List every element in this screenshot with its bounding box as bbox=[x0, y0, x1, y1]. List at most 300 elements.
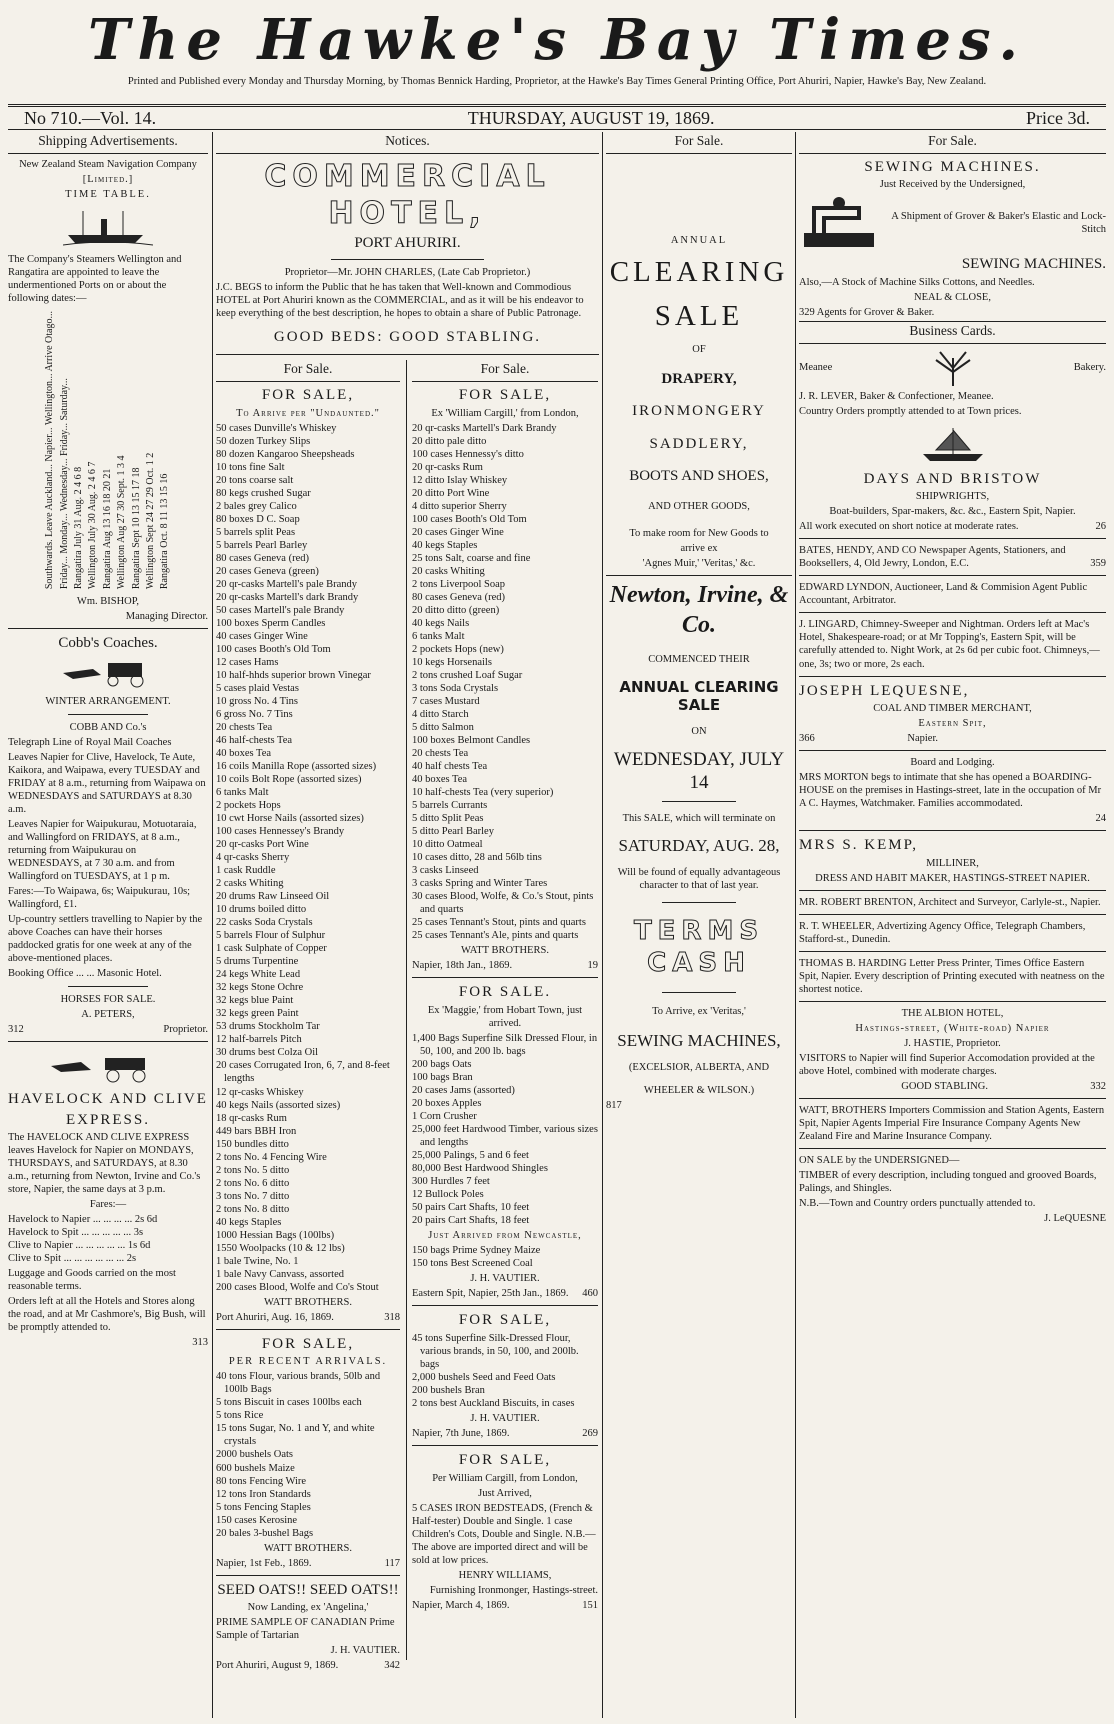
item-line: 3 tons No. 7 ditto bbox=[216, 1190, 290, 1202]
item-line: 20 qr-casks Martell's dark Brandy bbox=[216, 591, 359, 603]
nb-note: N.B.—Town and Country orders punctually attended to. bbox=[799, 1198, 1036, 1210]
sale-title: FOR SALE, bbox=[458, 1312, 552, 1329]
neal-close: NEAL & CLOSE, bbox=[914, 291, 991, 303]
item-line: 100 cases Booth's Old Tom bbox=[412, 513, 527, 525]
room-note: To make room for New Goods to bbox=[629, 528, 769, 540]
section-header: For Sale. bbox=[216, 360, 400, 382]
item-line: 2 tons Liverpool Soap bbox=[412, 578, 506, 590]
item-line: 5 cases plaid Vestas bbox=[216, 683, 299, 695]
timetable-grid bbox=[8, 311, 208, 589]
column-rule bbox=[602, 132, 603, 1718]
column-clearing-sale bbox=[606, 132, 792, 1718]
timetable-heading: TIME TABLE. bbox=[65, 188, 151, 200]
item-line: 10 cwt Horse Nails (assorted sizes) bbox=[216, 813, 364, 825]
machine-brands-2: WHEELER & WILSON.) bbox=[643, 1084, 755, 1096]
item-line: 20 cases Ginger Wine bbox=[412, 526, 504, 538]
issue-date: THURSDAY, AUGUST 19, 1869. bbox=[467, 107, 715, 128]
imprint-line: Printed and Published every Monday and Thursday Morning, by Thomas Bennick Harding, Proprietor, at the Hawke's Bay Times General Printing Office, Port Ahuriri, Napier, Hawke's Bay, New Zealand. bbox=[127, 76, 987, 87]
allwork-note: All work executed on short notice at moderate rates. bbox=[799, 521, 1019, 533]
item-line: 600 bushels Maize bbox=[216, 1462, 295, 1474]
also-note: Also,—A Stock of Machine Silks Cottons, and Needles. bbox=[799, 276, 1035, 288]
item-line: 300 Hurdles 7 feet bbox=[412, 1176, 490, 1188]
item-line: 40 kegs Nails (assorted sizes) bbox=[216, 1099, 341, 1111]
end-date: SATURDAY, AUG. 28, bbox=[618, 835, 780, 855]
ad-number: 26 bbox=[1095, 521, 1106, 533]
clearing-label: CLEARING bbox=[609, 255, 789, 288]
item-line: 1 Corn Crusher bbox=[412, 1111, 477, 1123]
visitors-note: VISITORS to Napier will find Superior Accomodation provided at the above Hotel, combined with moderate charges. bbox=[799, 1053, 1095, 1078]
item-line: 150 bundles ditto bbox=[216, 1138, 289, 1150]
item-line: 2 tons best Auckland Biscuits, in cases bbox=[412, 1397, 575, 1409]
item-line: 150 bags Prime Sydney Maize bbox=[412, 1245, 541, 1257]
item-line: 2 casks Whiting bbox=[216, 878, 284, 890]
sale-signer: WATT BROTHERS. bbox=[461, 945, 549, 957]
column-shipping bbox=[8, 132, 208, 1718]
bedsteads-text: 5 CASES IRON BEDSTEADS, (French & Half-tester) Double and Single. 1 case Children's Cots, Double and Single. N.B.—The above are imported direct and will be sold at low prices. bbox=[412, 1502, 596, 1566]
sale-place: Eastern Spit, Napier, 25th Jan., 1869. bbox=[412, 1288, 569, 1300]
item-line: 10 half-chests Tea (very superior) bbox=[412, 787, 554, 799]
sale-items bbox=[412, 1244, 598, 1270]
item-line: 20 chests Tea bbox=[412, 748, 469, 760]
sale-note: Will be found of equally advantageous character to that of last year. bbox=[617, 867, 781, 892]
sewing-title: SEWING MACHINES. bbox=[864, 158, 1041, 175]
sale-items bbox=[216, 422, 400, 1294]
item-line: 2 pockets Hops (new) bbox=[412, 643, 504, 655]
harding-card: THOMAS B. HARDING Letter Press Printer, Times Office Eastern Spit, Napier. Every description of Printing executed with neatness on the shortest notice. bbox=[799, 957, 1105, 995]
item-line: 5 tons Fencing Staples bbox=[216, 1501, 311, 1513]
item-line: 25 cases Tennant's Stout, pints and quarts bbox=[412, 917, 586, 929]
ad-number: 329 bbox=[799, 306, 815, 318]
sale-subtitle: Ex 'Maggie,' from Hobart Town, just arrived. bbox=[427, 1004, 583, 1029]
item-line: 10 cases ditto, 28 and 56lb tins bbox=[412, 852, 542, 864]
item-line: 150 cases Kerosine bbox=[216, 1514, 298, 1526]
item-line: 25 tons Salt, coarse and fine bbox=[412, 552, 531, 564]
item-line: 2 pockets Hops bbox=[216, 800, 281, 812]
issue-number: No 710.—Vol. 14. bbox=[24, 107, 157, 128]
luggage-note: Luggage and Goods carried on the most reasonable terms. bbox=[8, 1268, 176, 1293]
item-line: 449 bars BBH Iron bbox=[216, 1125, 297, 1137]
item-line: 5 tons Rice bbox=[216, 1410, 264, 1422]
napier-label: Napier. bbox=[907, 733, 938, 745]
ad-number: 151 bbox=[582, 1599, 598, 1611]
item-line: 20 qr-casks Martell's Dark Brandy bbox=[412, 422, 557, 434]
sale-subtitle: Just Arrived, bbox=[478, 1487, 532, 1499]
item-line: 20 ditto pale ditto bbox=[412, 435, 487, 447]
ship-names: 'Agnes Muir,' 'Veritas,' &c. bbox=[642, 558, 756, 570]
ad-number: 366 bbox=[799, 733, 815, 745]
sale-signer: J. H. VAUTIER. bbox=[470, 1273, 540, 1285]
brenton-card: MR. ROBERT BRENTON, Architect and Surveyor, Carlyle-st., Napier. bbox=[799, 896, 1101, 908]
item-line: 100 boxes Belmont Candles bbox=[412, 735, 531, 747]
item-line: 20 chests Tea bbox=[216, 722, 273, 734]
item-line: 2 tons No. 8 ditto bbox=[216, 1203, 290, 1215]
horses-for-sale: HORSES FOR SALE. bbox=[60, 993, 156, 1005]
sale-title: FOR SALE, bbox=[458, 387, 552, 404]
item-line: 12 half-barrels Pitch bbox=[216, 1034, 302, 1046]
item-line: 12 Bullock Poles bbox=[412, 1189, 484, 1201]
sale-column-a bbox=[216, 360, 400, 1672]
newspaper-title: The Hawke's Bay Times. bbox=[87, 7, 1026, 73]
orders-note: Orders left at all the Hotels and Stores along the road, and at Mr Cashmore's, Big Bush, will be promptly attended to. bbox=[8, 1296, 206, 1334]
lyndon-card: EDWARD LYNDON, Auctioneer, Land & Commision Agent Public Accountant, Arbitrator. bbox=[799, 582, 1088, 607]
sale-subtitle: Just Arrived from Newcastle, bbox=[428, 1230, 582, 1242]
hotel-proprietor: Proprietor—Mr. JOHN CHARLES, (Late Cab Proprietor.) bbox=[284, 266, 531, 278]
sale-items bbox=[412, 422, 598, 943]
column-notices bbox=[216, 132, 599, 1718]
newton-irvine: Newton, Irvine, & Co. bbox=[609, 582, 789, 638]
sale-column-b bbox=[412, 360, 598, 1660]
sale-signer-title: Furnishing Ironmonger, Hastings-street. bbox=[429, 1584, 598, 1596]
item-line: 5 barrels Flour of Sulphur bbox=[216, 930, 326, 942]
sale-signer: J. H. VAUTIER. bbox=[470, 1412, 540, 1424]
booking-office: Booking Office ... ... Masonic Hotel. bbox=[8, 967, 162, 979]
ad-number: 313 bbox=[192, 1337, 208, 1349]
seed-oats: SEED OATS!! SEED OATS!! bbox=[217, 1581, 399, 1598]
item-line: 20 cases Corrugated Iron, 6, 7, and 8-feet lengths bbox=[216, 1060, 390, 1085]
item-line: 6 gross No. 7 Tins bbox=[216, 709, 293, 721]
onsale-heading: ON SALE by the UNDERSIGNED— bbox=[799, 1155, 960, 1167]
terms-cash: TERMS CASH bbox=[633, 916, 765, 979]
good-beds: GOOD BEDS: GOOD STABLING. bbox=[273, 328, 542, 345]
item-line: 2 tons No. 4 Fencing Wire bbox=[216, 1151, 327, 1163]
timetable-column: Friday... Monday... Wednesday... Friday... Saturday... bbox=[58, 377, 70, 589]
item-line: 25,000 Palings, 5 and 6 feet bbox=[412, 1150, 529, 1162]
ad-number: 817 bbox=[606, 1099, 622, 1111]
bates-card: BATES, HENDY, AND CO Newspaper Agents, Stationers, and Booksellers, 4, Old Jewry, London, E.C. bbox=[799, 545, 1066, 570]
item-line: 12 cases Hams bbox=[216, 656, 279, 668]
seed-landing: Now Landing, ex 'Angelina,' bbox=[247, 1602, 369, 1614]
item-line: 20 ditto ditto (green) bbox=[412, 604, 500, 616]
peters-name: A. PETERS, bbox=[81, 1008, 135, 1020]
item-line: 5 ditto Salmon bbox=[412, 722, 474, 734]
item-line: 1550 Woolpacks (10 & 12 lbs) bbox=[216, 1242, 345, 1254]
other-goods: AND OTHER GOODS, bbox=[648, 501, 750, 513]
item-line: 6 tanks Malt bbox=[216, 787, 269, 799]
winter-arrangement: WINTER ARRANGEMENT. bbox=[45, 695, 171, 707]
item-line: 20 cases Geneva (green) bbox=[216, 565, 319, 577]
dateline-bar bbox=[8, 104, 1106, 130]
item-line: 25 cases Tennant's Ale, pints and quarts bbox=[412, 930, 579, 942]
cobb-header: Cobb's Coaches. bbox=[58, 635, 158, 651]
kemp-card: MRS S. KEMP, bbox=[799, 837, 919, 854]
steamship-icon bbox=[63, 207, 153, 247]
sale-subtitle: Ex 'William Cargill,' from London, bbox=[431, 407, 579, 419]
item-line: 32 kegs Stone Ochre bbox=[216, 982, 304, 994]
watt-card: WATT, BROTHERS Importers Commission and Station Agents, Eastern Spit, Napier Agents Imperial Fire Insurance Company Agents New Zealand Fire and Marine Insurance Company. bbox=[799, 1105, 1105, 1143]
item-line: 100 cases Hennessey's Brandy bbox=[216, 826, 345, 838]
good-stabling: GOOD STABLING. bbox=[901, 1081, 988, 1093]
sale-signer: HENRY WILLIAMS, bbox=[458, 1569, 552, 1581]
item-line: 200 cases Blood, Wolfe and Co's Stout bbox=[216, 1281, 379, 1293]
item-line: 10 half-hhds superior brown Vinegar bbox=[216, 670, 371, 681]
item-line: 80 kegs crushed Sugar bbox=[216, 487, 311, 499]
item-line: 10 gross No. 4 Tins bbox=[216, 696, 298, 708]
albion-hotel: THE ALBION HOTEL, bbox=[901, 1007, 1004, 1019]
column-business-cards bbox=[799, 132, 1106, 1718]
sale-place: Port Ahuriri, August 9, 1869. bbox=[216, 1660, 339, 1672]
sale-place: Port Ahuriri, Aug. 16, 1869. bbox=[216, 1311, 334, 1323]
ad-number: 117 bbox=[384, 1557, 400, 1569]
signer-name: Wm. BISHOP, bbox=[76, 595, 140, 607]
ironmongery-label: IRONMONGERY bbox=[632, 403, 766, 420]
ad-number: 460 bbox=[582, 1288, 598, 1300]
dress-maker: DRESS AND HABIT MAKER, HASTINGS-STREET NAPIER. bbox=[815, 872, 1090, 884]
bakery-label: Bakery. bbox=[1073, 362, 1106, 374]
item-line: 40 kegs Nails bbox=[412, 617, 470, 629]
item-line: 40 cases Ginger Wine bbox=[216, 630, 308, 642]
on-label: ON bbox=[691, 725, 707, 737]
fare-row: Havelock to Napier ... ... ... ... 2s 6d bbox=[8, 1214, 158, 1226]
sale-signer: WATT BROTHERS. bbox=[264, 1296, 352, 1308]
sale-title: FOR SALE, bbox=[458, 1452, 552, 1469]
ad-number: 19 bbox=[587, 960, 598, 972]
hotel-location: PORT AHURIRI. bbox=[354, 235, 461, 252]
item-line: 200 bushels Bran bbox=[412, 1384, 485, 1396]
company-limited: [Limited.] bbox=[82, 173, 134, 185]
item-line: 20 pairs Cart Shafts, 18 feet bbox=[412, 1215, 530, 1227]
item-line: 200 bags Oats bbox=[412, 1059, 472, 1071]
annual-label: ANNUAL bbox=[670, 234, 728, 246]
arrive-note: arrive ex bbox=[680, 543, 718, 555]
item-line: 5 barrels Pearl Barley bbox=[216, 539, 308, 551]
received-note: Just Received by the Undersigned, bbox=[879, 179, 1026, 191]
item-line: 12 qr-casks Whiskey bbox=[216, 1086, 304, 1098]
fare-list bbox=[8, 1213, 208, 1265]
item-line: 16 coils Manilla Rope (assorted sizes) bbox=[216, 761, 377, 773]
ad-number: 342 bbox=[384, 1660, 400, 1672]
ad-number: 318 bbox=[384, 1311, 400, 1323]
item-line: 2000 bushels Oats bbox=[216, 1449, 293, 1461]
sale-place: Napier, 18th Jan., 1869. bbox=[412, 960, 513, 972]
sale-place: Napier, 1st Feb., 1869. bbox=[216, 1557, 312, 1569]
lequesne-sign: J. LeQUESNE bbox=[1044, 1213, 1106, 1225]
of-label: OF bbox=[692, 343, 706, 355]
to-arrive: To Arrive, ex 'Veritas,' bbox=[652, 1005, 746, 1017]
meanee-label: Meanee bbox=[799, 362, 833, 374]
fare-row: Clive to Spit ... ... ... ... ... ... 2s bbox=[8, 1253, 137, 1265]
timetable-column: Wellington Sept 24 27 29 Oct. 1 2 bbox=[144, 452, 156, 589]
shipment-note: A Shipment of Grover & Baker's Elastic and Lock-Stitch bbox=[891, 211, 1106, 236]
sewing-machines: SEWING MACHINES, bbox=[617, 1030, 781, 1050]
havelock-title: HAVELOCK AND CLIVE bbox=[8, 1090, 208, 1107]
item-line: 1,400 Bags Superfine Silk Dressed Flour, in 50, 100, and 200 lb. bags bbox=[412, 1032, 598, 1057]
item-line: 2 tons No. 5 ditto bbox=[216, 1164, 290, 1176]
masthead bbox=[0, 0, 1114, 95]
item-line: 20 qr-casks Martell's pale Brandy bbox=[216, 578, 358, 590]
item-line: 24 kegs White Lead bbox=[216, 969, 301, 981]
sale-place: Napier, 7th June, 1869. bbox=[412, 1428, 510, 1439]
timetable-column: Rangatira Sept 10 13 15 17 18 bbox=[130, 467, 142, 589]
item-line: 5 ditto Split Peas bbox=[412, 813, 484, 825]
section-header: Shipping Advertisements. bbox=[8, 132, 208, 154]
lever-card: J. R. LEVER, Baker & Confectioner, Meanee. bbox=[799, 390, 994, 402]
seed-sample: PRIME SAMPLE OF CANADIAN Prime Sample of Tartarian bbox=[216, 1617, 395, 1642]
item-line: 12 tons Iron Standards bbox=[216, 1488, 311, 1500]
start-date: WEDNESDAY, JULY 14 bbox=[613, 748, 785, 794]
stagecoach-icon bbox=[53, 659, 163, 689]
timetable-column: Rangatira Oct. 8 11 13 15 16 bbox=[159, 473, 171, 589]
item-line: 40 boxes Tea bbox=[216, 748, 272, 760]
column-rule bbox=[795, 132, 796, 1718]
lingard-card: J. LINGARD, Chimney-Sweeper and Nightman. Orders left at Mac's Hotel, Shakespeare-road; or at Mr Topping's, Eastern Spit, will be carefully attended to. Night Work, at 2s 6d per cubic foot. Chimneys,—one, 3s; two or more, 2s each. bbox=[799, 619, 1100, 670]
sale-subtitle: PER RECENT ARRIVALS. bbox=[228, 1356, 388, 1368]
item-line: 7 cases Mustard bbox=[412, 696, 480, 708]
ad-number: 312 bbox=[8, 1023, 24, 1035]
item-line: 2 tons No. 6 ditto bbox=[216, 1177, 290, 1189]
item-line: 22 casks Soda Crystals bbox=[216, 917, 313, 929]
morton-card: MRS MORTON begs to intimate that she has opened a BOARDING-HOUSE on the premises in Hastings-street, late in the occupation of Mr A C. Haymes, Watchmaker. Families accommodated. bbox=[799, 772, 1102, 810]
item-line: 30 cases Blood, Wolfe, & Co.'s Stout, pints and quarts bbox=[412, 891, 594, 916]
item-line: 50 pairs Cart Shafts, 10 feet bbox=[412, 1202, 530, 1214]
albion-address: Hastings-street, (White-road) Napier bbox=[855, 1022, 1050, 1034]
coach-note: Up-country settlers travelling to Napier by the above Coaches can have their horses paddocked gratis for one week at any of the above-mentioned places. bbox=[8, 913, 203, 964]
sale-title: FOR SALE. bbox=[458, 984, 552, 1001]
item-line: 5 barrels Currants bbox=[412, 800, 488, 812]
item-line: 10 drums boiled ditto bbox=[216, 904, 307, 916]
sale-terminate: This SALE, which will terminate on bbox=[622, 812, 776, 824]
sale-items bbox=[412, 1032, 598, 1227]
sale-title: FOR SALE, bbox=[261, 387, 355, 404]
item-line: 100 cases Booth's Old Tom bbox=[216, 643, 331, 655]
item-line: 80 boxes D C. Soap bbox=[216, 513, 300, 525]
hotel-notice: J.C. BEGS to inform the Public that he has taken that Well-known and Commodious HOTEL at Port Ahuriri known as the COMMERCIAL, and as it will be his endeavor to keep everything of the best description, he hopes to obtain a share of Public Patronage. bbox=[216, 281, 584, 319]
item-line: 5 drums Turpentine bbox=[216, 956, 299, 968]
boots-label: BOOTS AND SHOES, bbox=[629, 468, 769, 485]
coach-schedule-1: Leaves Napier for Clive, Havelock, Te Aute, Kaikora, and Waipawa, every TUESDAY and FRIDAY at 8 a.m., returning from Waipawa on WEDNESDAYS and SATURDAYS at 8.30 a.m. bbox=[8, 751, 206, 815]
item-line: 50 dozen Turkey Slips bbox=[216, 435, 311, 447]
fare-row: Havelock to Spit ... ... ... ... ... 3s bbox=[8, 1227, 144, 1239]
annual-clearing-sale: ANNUAL CLEARING SALE bbox=[619, 677, 779, 715]
sewing-machine-icon bbox=[799, 193, 879, 253]
timber-note: TIMBER of every description, including tongued and grooved Boards, Palings, and Shingles. bbox=[799, 1170, 1097, 1195]
item-line: 2 tons crushed Loaf Sugar bbox=[412, 670, 523, 681]
item-line: 32 kegs green Paint bbox=[216, 1008, 299, 1020]
coach-fares: Fares:—To Waipawa, 6s; Waipukurau, 10s; Wallingford, £1. bbox=[8, 885, 191, 910]
item-line: 40 half chests Tea bbox=[412, 761, 488, 773]
sale-signer: WATT BROTHERS. bbox=[264, 1542, 352, 1554]
timetable-column: Rangatira Aug 13 16 18 20 21 bbox=[101, 468, 113, 589]
section-header: For Sale. bbox=[606, 132, 792, 154]
item-line: 4 qr-casks Sherry bbox=[216, 852, 290, 864]
sailing-ship-icon bbox=[918, 424, 988, 464]
timetable-intro: The Company's Steamers Wellington and Rangatira are appointed to leave the undermentioned Ports on or about the following dates:— bbox=[8, 253, 182, 304]
section-header: For Sale. bbox=[799, 132, 1106, 154]
timetable-column: Southwards. Leave Auckland... Napier... Wellington... Arrive Otago... bbox=[44, 310, 56, 589]
item-line: 1 bale Navy Canvass, assorted bbox=[216, 1268, 345, 1280]
item-line: 20 qr-casks Port Wine bbox=[216, 839, 309, 851]
agents-note: Agents for Grover & Baker. bbox=[816, 306, 935, 318]
item-line: 80 cases Geneva (red) bbox=[412, 591, 505, 603]
sale-items bbox=[412, 1332, 598, 1410]
item-line: 20 boxes Apples bbox=[412, 1098, 482, 1110]
wheat-sheaf-icon bbox=[928, 348, 978, 388]
item-line: 50 cases Dunville's Whiskey bbox=[216, 422, 337, 434]
milliner-label: MILLINER, bbox=[926, 857, 979, 869]
timetable-column: Wellington Aug 27 30 Sept. 1 3 4 bbox=[116, 455, 128, 589]
item-line: 40 boxes Tea bbox=[412, 774, 468, 786]
sale-subtitle: Per William Cargill, from London, bbox=[432, 1472, 578, 1484]
item-line: 100 boxes Sperm Candles bbox=[216, 617, 326, 629]
sale-signer: J. H. VAUTIER. bbox=[330, 1645, 400, 1657]
column-rule bbox=[212, 132, 213, 1718]
lequesne-card: JOSEPH LEQUESNE, bbox=[799, 682, 970, 699]
ad-number: 332 bbox=[1090, 1081, 1106, 1093]
item-line: 20 casks Whiting bbox=[412, 565, 485, 577]
business-cards-header: Business Cards. bbox=[799, 321, 1106, 344]
item-line: 10 ditto Oatmeal bbox=[412, 839, 483, 851]
item-line: 4 ditto Starch bbox=[412, 709, 469, 721]
wheeler-card: R. T. WHEELER, Advertizing Agency Office, Telegraph Chambers, Stafford-st., Dunedin. bbox=[799, 920, 1086, 945]
boat-builders: Boat-builders, Spar-makers, &c. &c., Eastern Spit, Napier. bbox=[829, 506, 1076, 518]
item-line: 20 qr-casks Rum bbox=[412, 461, 483, 473]
item-line: 12 ditto Islay Whiskey bbox=[412, 474, 508, 486]
item-line: 53 drums Stockholm Tar bbox=[216, 1021, 320, 1033]
item-line: 5 barrels split Peas bbox=[216, 526, 296, 538]
item-line: 46 half-chests Tea bbox=[216, 735, 293, 747]
commenced-label: COMMENCED THEIR bbox=[648, 653, 750, 665]
telegraph-line: Telegraph Line of Royal Mail Coaches bbox=[8, 736, 172, 748]
item-line: 20 cases Jams (assorted) bbox=[412, 1085, 515, 1097]
item-line: 3 casks Spring and Winter Tares bbox=[412, 878, 548, 890]
item-line: 30 drums best Colza Oil bbox=[216, 1047, 319, 1059]
item-line: 40 kegs Staples bbox=[412, 539, 478, 551]
item-line: 20 tons coarse salt bbox=[216, 474, 294, 486]
item-line: 3 tons Soda Crystals bbox=[412, 683, 499, 695]
item-line: 32 kegs blue Paint bbox=[216, 995, 294, 1007]
hastie-proprietor: J. HASTIE, Proprietor. bbox=[904, 1037, 1001, 1049]
board-lodging: Board and Lodging. bbox=[910, 757, 995, 769]
item-line: 10 coils Bolt Rope (assorted sizes) bbox=[216, 774, 362, 786]
saddlery-label: SADDLERY, bbox=[649, 435, 749, 452]
item-line: 20 drums Raw Linseed Oil bbox=[216, 891, 330, 903]
sale-place: Napier, March 4, 1869. bbox=[412, 1599, 510, 1611]
item-line: 20 ditto Port Wine bbox=[412, 487, 490, 499]
item-line: 6 tanks Malt bbox=[412, 630, 465, 642]
express-text: The HAVELOCK AND CLIVE EXPRESS leaves Havelock for Napier on MONDAYS, THURSDAYS, and SATURDAYS, at 8.30 a.m., returning from Newton, Irvine and Co.'s store, Napier, the same days at 3 p.m. bbox=[8, 1132, 201, 1196]
timetable-column: Wellington July 30 Aug. 2 4 6 7 bbox=[87, 461, 99, 589]
item-line: 10 tons fine Salt bbox=[216, 461, 285, 473]
item-line: 100 bags Bran bbox=[412, 1072, 473, 1084]
timetable-column: Rangatira July 31 Aug. 2 4 6 8 bbox=[73, 466, 85, 589]
item-line: 4 ditto superior Sherry bbox=[412, 500, 507, 512]
days-bristow: DAYS AND BRISTOW bbox=[863, 470, 1042, 487]
item-line: 1 cask Sulphate of Copper bbox=[216, 943, 327, 955]
express-title: EXPRESS. bbox=[66, 1111, 150, 1128]
issue-price: Price 3d. bbox=[1026, 107, 1090, 128]
item-line: 3 casks Linseed bbox=[412, 865, 479, 877]
coach-schedule-2: Leaves Napier for Waipukurau, Motuotaraia, and Wallingford on FRIDAYS, at 8 a.m., returning from Waipukurau on WEDNESDAYS, at 7 30 a.m. and from Wallingford on TUESDAYS, at 1 p m. bbox=[8, 818, 197, 882]
ad-number: 359 bbox=[1090, 558, 1106, 570]
item-line: 80 dozen Kangaroo Sheepsheads bbox=[216, 448, 355, 460]
express-cart-icon bbox=[43, 1048, 173, 1084]
item-line: 5 tons Biscuit in cases 100lbs each bbox=[216, 1397, 362, 1409]
ad-number: 269 bbox=[582, 1428, 598, 1439]
fare-row: Clive to Napier ... ... ... ... ... 1s 6d bbox=[8, 1240, 151, 1252]
sale-items bbox=[216, 1370, 400, 1539]
sale-title: FOR SALE, bbox=[261, 1335, 355, 1352]
hotel-name: COMMERCIAL HOTEL, bbox=[264, 158, 551, 231]
item-line: 1 bale Twine, No. 1 bbox=[216, 1255, 299, 1267]
item-line: 2,000 bushels Seed and Feed Oats bbox=[412, 1371, 556, 1383]
item-line: 1 cask Ruddle bbox=[216, 865, 276, 877]
signer-title: Managing Director. bbox=[125, 610, 208, 622]
drapery-label: DRAPERY, bbox=[661, 370, 737, 387]
item-line: 80 tons Fencing Wire bbox=[216, 1475, 307, 1487]
ad-number: 24 bbox=[1095, 813, 1106, 825]
sale-label: SALE bbox=[654, 299, 744, 332]
item-line: 15 tons Sugar, No. 1 and Y, and white crystals bbox=[216, 1423, 375, 1448]
item-line: 5 ditto Pearl Barley bbox=[412, 826, 494, 838]
